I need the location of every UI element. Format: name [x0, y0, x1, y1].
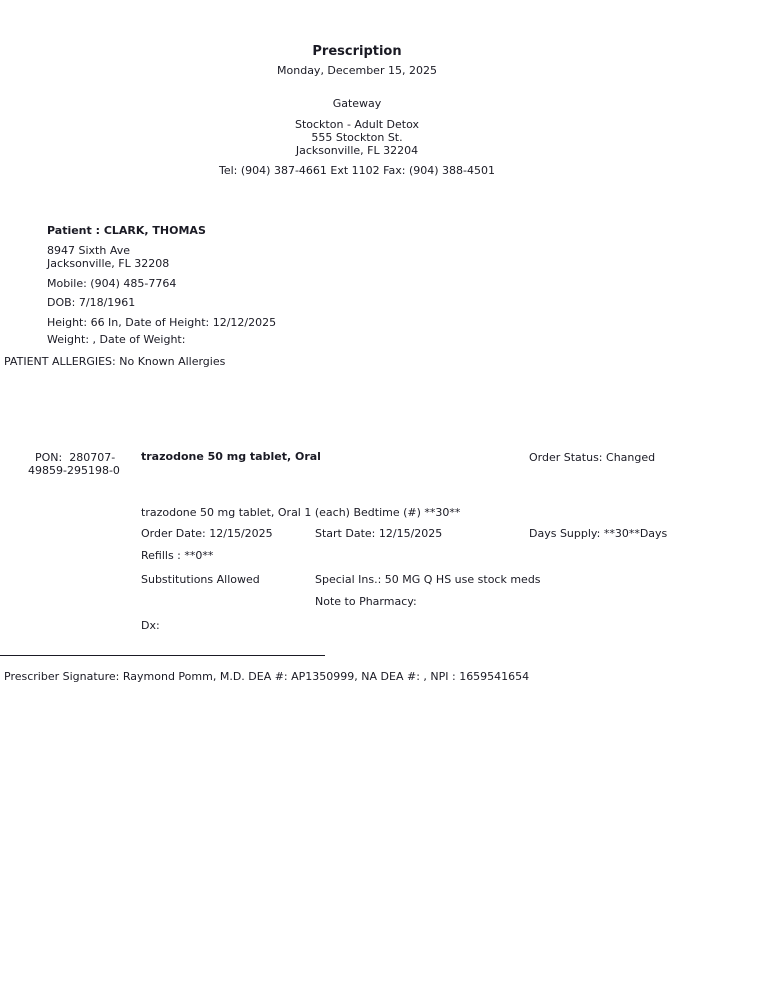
patient-height: Height: 66 In, Date of Height: 12/12/2025 — [47, 316, 277, 329]
document-date: Monday, December 15, 2025 — [277, 64, 437, 77]
signature-line-divider — [0, 655, 325, 656]
organization-name: Gateway — [332, 97, 382, 110]
special-instructions: Special Ins.: 50 MG Q HS use stock meds — [315, 573, 541, 586]
facility-street: 555 Stockton St. — [311, 131, 403, 144]
patient-address-line2: Jacksonville, FL 32208 — [47, 257, 170, 270]
order-date: Order Date: 12/15/2025 — [141, 527, 273, 540]
diagnosis-label: Dx: — [141, 619, 160, 632]
patient-address-line1: 8947 Sixth Ave — [47, 244, 130, 257]
drug-title: trazodone 50 mg tablet, Oral — [141, 450, 321, 463]
facility-name: Stockton - Adult Detox — [294, 118, 420, 131]
document-title: Prescription — [312, 44, 402, 59]
facility-city: Jacksonville, FL 32204 — [295, 144, 419, 157]
order-status: Order Status: Changed — [529, 451, 656, 464]
patient-allergies: PATIENT ALLERGIES: No Known Allergies — [4, 355, 226, 368]
patient-address — [47, 244, 276, 270]
document-header — [0, 44, 714, 177]
days-supply: Days Supply: **30**Days — [529, 527, 668, 540]
substitutions: Substitutions Allowed — [141, 573, 260, 586]
facility-address — [0, 118, 714, 157]
prescriber-signature: Prescriber Signature: Raymond Pomm, M.D. DEA #: AP1350999, NA DEA #: , NPI : 1659541654 — [4, 670, 530, 683]
patient-name: Patient : CLARK, THOMAS — [47, 224, 206, 237]
patient-mobile: Mobile: (904) 485-7764 — [47, 277, 177, 290]
patient-dob: DOB: 7/18/1961 — [47, 296, 136, 309]
refills: Refills : **0** — [141, 549, 214, 562]
patient-weight: Weight: , Date of Weight: — [47, 333, 186, 346]
patient-section — [47, 224, 276, 346]
facility-contact: Tel: (904) 387-4661 Ext 1102 Fax: (904) 388-4501 — [219, 164, 495, 177]
pon-number-line1: PON: 280707- — [35, 451, 116, 464]
start-date: Start Date: 12/15/2025 — [315, 527, 443, 540]
pon-number-line2: 49859-295198-0 — [28, 464, 120, 477]
note-to-pharmacy: Note to Pharmacy: — [315, 595, 417, 608]
medication-sig: trazodone 50 mg tablet, Oral 1 (each) Bedtime (#) **30** — [141, 506, 461, 519]
